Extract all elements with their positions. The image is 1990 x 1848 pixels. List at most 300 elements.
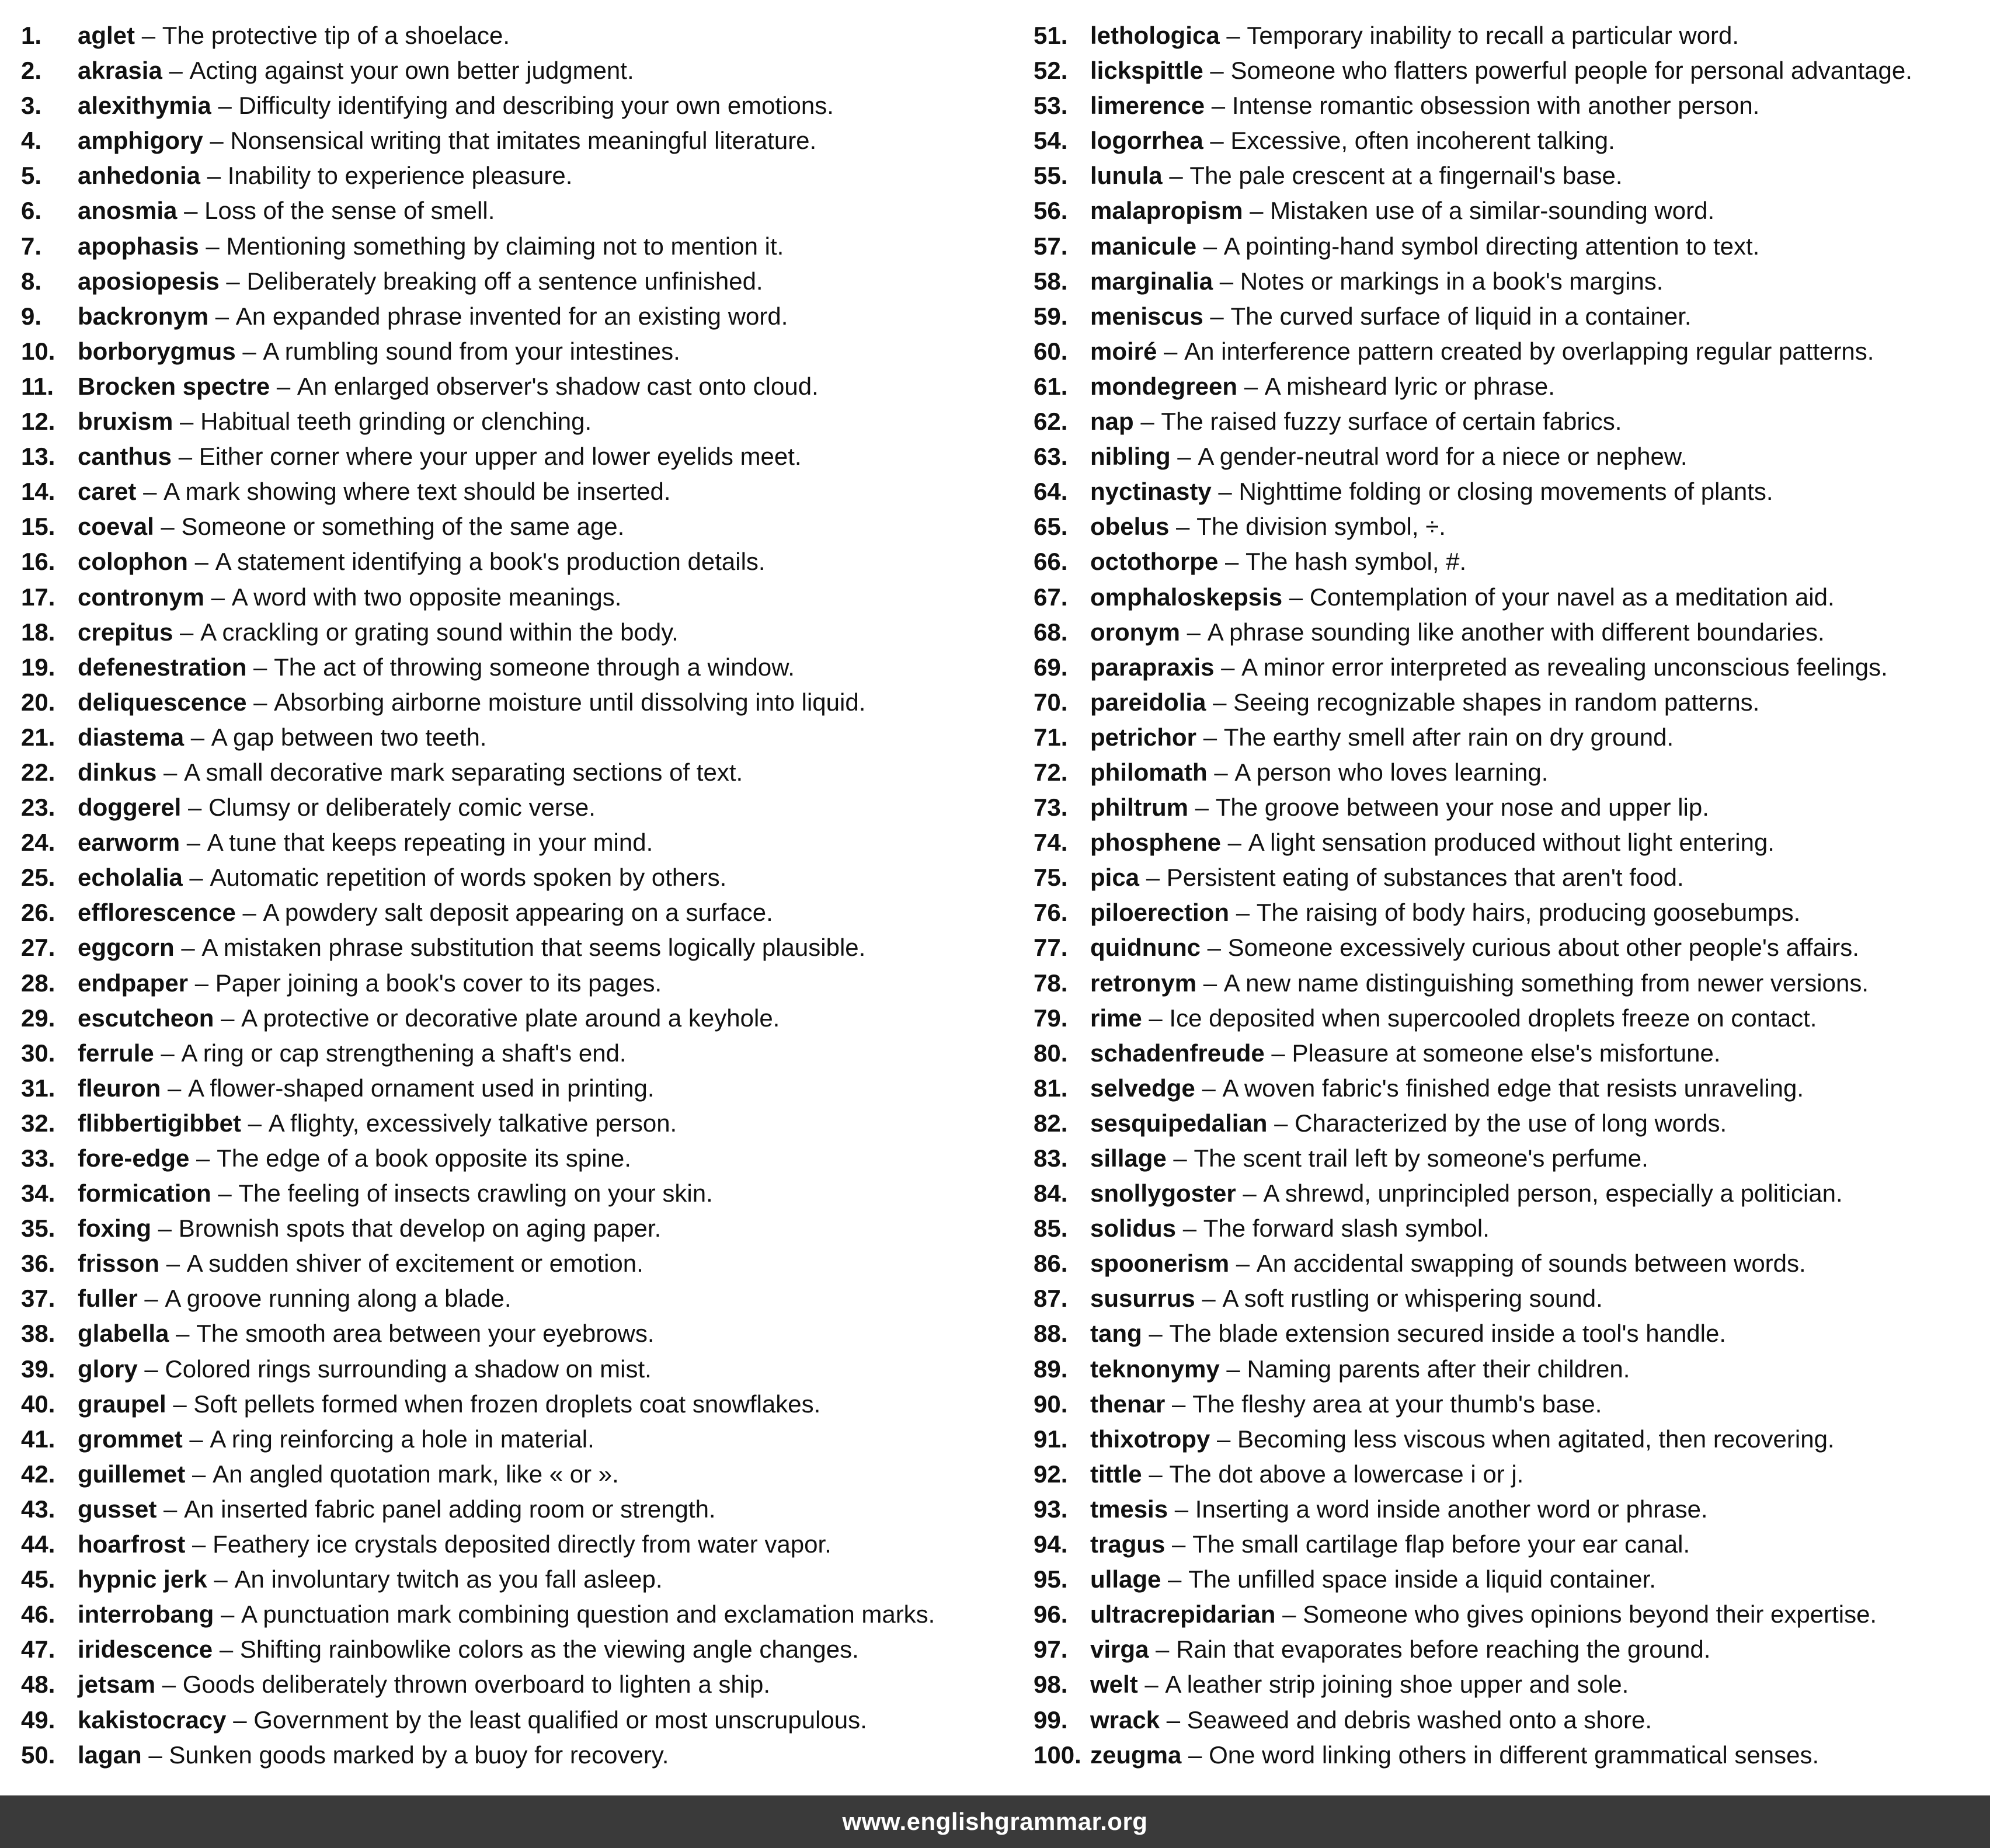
item-separator: – [1137, 1670, 1166, 1699]
item-definition: A minor error interpreted as revealing unconscious feelings. [1241, 653, 1888, 681]
item-number: 19. [21, 653, 55, 681]
item-separator: – [214, 1600, 242, 1628]
item-number: 18. [21, 618, 55, 646]
item-separator: – [1218, 548, 1246, 576]
item-separator: – [1206, 688, 1234, 716]
list-item [21, 334, 1020, 369]
item-term: amphigory [78, 127, 203, 155]
item-term: lickspittle [1090, 57, 1203, 85]
item-term: diastema [78, 723, 185, 751]
item-term: petrichor [1090, 723, 1197, 751]
item-separator: – [159, 1250, 187, 1278]
item-number: 34. [21, 1179, 55, 1207]
item-separator: – [211, 1179, 239, 1207]
item-separator: – [1142, 1460, 1170, 1488]
item-number: 61. [1034, 372, 1068, 400]
item-definition: A gap between two teeth. [211, 723, 487, 751]
item-number: 30. [21, 1039, 55, 1067]
list-item [1034, 895, 1979, 930]
item-number: 65. [1034, 513, 1068, 541]
item-definition: Someone or something of the same age. [181, 513, 625, 541]
item-number: 26. [21, 899, 55, 927]
list-item [21, 158, 1020, 193]
item-number: 55. [1034, 162, 1068, 190]
list-item [21, 930, 1020, 965]
item-number: 46. [21, 1600, 55, 1628]
item-number: 47. [21, 1635, 55, 1663]
item-number: 79. [1034, 1004, 1068, 1032]
list-item [1034, 1211, 1979, 1246]
item-definition: An accidental swapping of sounds between words. [1256, 1250, 1806, 1278]
item-term: oronym [1090, 618, 1181, 646]
item-term: sillage [1090, 1144, 1167, 1172]
item-number: 90. [1034, 1390, 1068, 1418]
list-item [1034, 229, 1979, 264]
item-definition: A mark showing where text should be inserted. [163, 478, 671, 506]
item-number: 28. [21, 969, 55, 997]
item-definition: Paper joining a book's cover to its pages. [215, 969, 662, 997]
item-number: 50. [21, 1741, 55, 1769]
item-number: 2. [21, 57, 42, 85]
item-definition: A ring or cap strengthening a shaft's end. [181, 1039, 627, 1067]
item-number: 69. [1034, 653, 1068, 681]
item-separator: – [1168, 1495, 1195, 1523]
item-term: formication [78, 1179, 211, 1207]
list-item [21, 1001, 1020, 1036]
item-term: earworm [78, 829, 180, 857]
item-term: obelus [1090, 513, 1170, 541]
item-separator: – [162, 57, 190, 85]
list-item [1034, 53, 1979, 88]
list-item [21, 650, 1020, 685]
item-definition: A new name distinguishing something from newer versions. [1223, 969, 1869, 997]
item-number: 95. [1034, 1565, 1068, 1593]
item-term: echolalia [78, 864, 183, 892]
item-separator: – [172, 443, 199, 471]
list-item [21, 1141, 1020, 1176]
item-number: 98. [1034, 1670, 1068, 1699]
item-term: aglet [78, 22, 135, 49]
list-item [21, 229, 1020, 264]
item-separator: – [200, 162, 228, 190]
list-item [1034, 615, 1979, 650]
list-item [1034, 966, 1979, 1001]
item-term: fore-edge [78, 1144, 190, 1172]
item-number: 73. [1034, 794, 1068, 822]
item-term: defenestration [78, 653, 247, 681]
list-item [21, 720, 1020, 755]
item-separator: – [1203, 57, 1231, 85]
item-term: thixotropy [1090, 1425, 1210, 1453]
item-separator: – [169, 1320, 197, 1348]
list-item [21, 966, 1020, 1001]
item-definition: A misheard lyric or phrase. [1264, 372, 1555, 400]
item-number: 92. [1034, 1460, 1068, 1488]
item-separator: – [156, 758, 185, 786]
item-separator: – [214, 1004, 242, 1032]
item-separator: – [1176, 1214, 1203, 1243]
item-term: omphaloskepsis [1090, 583, 1283, 611]
item-number: 99. [1034, 1706, 1068, 1734]
item-number: 42. [21, 1460, 55, 1488]
item-separator: – [137, 1285, 165, 1313]
list-item [1034, 1176, 1979, 1211]
item-number: 13. [21, 443, 55, 471]
item-definition: The pale crescent at a fingernail's base. [1189, 162, 1623, 190]
list-item [21, 264, 1020, 299]
item-definition: The raised fuzzy surface of certain fabrics. [1161, 408, 1622, 436]
item-definition: Intense romantic obsession with another person. [1231, 92, 1760, 120]
list-item [1034, 264, 1979, 299]
item-number: 12. [21, 408, 55, 436]
item-number: 77. [1034, 934, 1068, 962]
item-number: 3. [21, 92, 42, 120]
item-term: Brocken spectre [78, 372, 270, 400]
item-definition: The forward slash symbol. [1203, 1214, 1490, 1243]
item-term: hoarfrost [78, 1530, 186, 1558]
item-number: 17. [21, 583, 55, 611]
item-term: grommet [78, 1425, 183, 1453]
item-number: 70. [1034, 688, 1068, 716]
item-term: lunula [1090, 162, 1163, 190]
item-definition: The division symbol, ÷. [1196, 513, 1446, 541]
item-term: tang [1090, 1320, 1142, 1348]
item-separator: – [1196, 232, 1224, 260]
list-item [1034, 1387, 1979, 1422]
item-separator: – [1181, 1741, 1209, 1769]
list-item [21, 474, 1020, 509]
item-number: 43. [21, 1495, 55, 1523]
item-definition: Inability to experience pleasure. [227, 162, 573, 190]
list-item [1034, 334, 1979, 369]
list-item [21, 1457, 1020, 1492]
item-number: 63. [1034, 443, 1068, 471]
item-term: endpaper [78, 969, 189, 997]
item-term: manicule [1090, 232, 1197, 260]
item-separator: – [213, 1635, 240, 1663]
list-item [21, 1036, 1020, 1071]
item-definition: Temporary inability to recall a particular word. [1247, 22, 1739, 49]
item-separator: – [156, 1495, 185, 1523]
item-term: parapraxis [1090, 653, 1215, 681]
item-definition: The hash symbol, #. [1246, 548, 1467, 576]
item-number: 33. [21, 1144, 55, 1172]
item-number: 35. [21, 1214, 55, 1243]
item-separator: – [1195, 1074, 1223, 1102]
item-term: rime [1090, 1004, 1142, 1032]
item-definition: Loss of the sense of smell. [204, 197, 495, 225]
item-number: 74. [1034, 829, 1068, 857]
item-number: 86. [1034, 1250, 1068, 1278]
item-term: interrobang [78, 1600, 214, 1628]
item-term: tragus [1090, 1530, 1166, 1558]
list-item [21, 369, 1020, 404]
item-term: moiré [1090, 337, 1157, 365]
item-number: 29. [21, 1004, 55, 1032]
item-definition: A gender-neutral word for a niece or nephew. [1198, 443, 1688, 471]
item-term: logorrhea [1090, 127, 1203, 155]
list-item [1034, 1316, 1979, 1351]
list-item [21, 1422, 1020, 1457]
item-term: susurrus [1090, 1285, 1195, 1313]
list-item [1034, 1562, 1979, 1597]
item-number: 14. [21, 478, 55, 506]
list-item [1034, 544, 1979, 579]
item-definition: A shrewd, unprincipled person, especially a politician. [1263, 1179, 1843, 1207]
item-term: thenar [1090, 1390, 1166, 1418]
list-item [21, 1316, 1020, 1351]
item-definition: Persistent eating of substances that aren't food. [1166, 864, 1684, 892]
item-separator: – [1211, 478, 1239, 506]
item-separator: – [181, 794, 209, 822]
list-item [21, 299, 1020, 334]
list-item [21, 895, 1020, 930]
item-number: 67. [1034, 583, 1068, 611]
item-separator: – [235, 337, 263, 365]
item-separator: – [203, 127, 231, 155]
item-separator: – [1169, 513, 1197, 541]
item-term: ferrule [78, 1039, 154, 1067]
item-definition: A groove running along a blade. [165, 1285, 512, 1313]
item-term: anosmia [78, 197, 178, 225]
item-number: 49. [21, 1706, 55, 1734]
footer-bar [0, 1795, 1990, 1848]
item-number: 93. [1034, 1495, 1068, 1523]
item-number: 54. [1034, 127, 1068, 155]
list-item [1034, 930, 1979, 965]
item-term: dinkus [78, 758, 157, 786]
item-separator: – [1243, 197, 1271, 225]
item-number: 96. [1034, 1600, 1068, 1628]
item-separator: – [199, 232, 227, 260]
item-definition: A protective or decorative plate around a keyhole. [241, 1004, 780, 1032]
list-item [1034, 1597, 1979, 1632]
list-item [21, 1106, 1020, 1141]
item-definition: An interference pattern created by overlapping regular patterns. [1184, 337, 1874, 365]
list-item [1034, 1141, 1979, 1176]
item-definition: An enlarged observer's shadow cast onto cloud. [297, 372, 819, 400]
item-term: schadenfreude [1090, 1039, 1265, 1067]
item-term: ullage [1090, 1565, 1161, 1593]
list-item [21, 18, 1020, 53]
item-number: 6. [21, 197, 42, 225]
list-item [21, 193, 1020, 228]
list-item [1034, 685, 1979, 720]
item-definition: A woven fabric's finished edge that resists unraveling. [1222, 1074, 1804, 1102]
item-definition: Goods deliberately thrown overboard to lighten a ship. [182, 1670, 771, 1699]
item-definition: The dot above a lowercase i or j. [1169, 1460, 1524, 1488]
item-definition: Rain that evaporates before reaching the ground. [1176, 1635, 1711, 1663]
item-term: escutcheon [78, 1004, 214, 1032]
list-item [21, 755, 1020, 790]
item-number: 25. [21, 864, 55, 892]
item-definition: A powdery salt deposit appearing on a surface. [263, 899, 773, 927]
list-item [1034, 369, 1979, 404]
item-separator: – [204, 583, 232, 611]
item-definition: The scent trail left by someone's perfume. [1194, 1144, 1648, 1172]
website-url[interactable]: www.englishgrammar.org [842, 1808, 1148, 1835]
list-item [21, 1211, 1020, 1246]
item-term: pareidolia [1090, 688, 1206, 716]
item-separator: – [166, 1390, 194, 1418]
list-item [21, 1632, 1020, 1667]
item-term: nibling [1090, 443, 1171, 471]
item-separator: – [188, 969, 215, 997]
item-term: selvedge [1090, 1074, 1195, 1102]
item-number: 75. [1034, 864, 1068, 892]
item-term: fuller [78, 1285, 138, 1313]
item-number: 40. [21, 1390, 55, 1418]
item-separator: – [1282, 583, 1310, 611]
item-number: 4. [21, 127, 42, 155]
item-separator: – [1170, 443, 1198, 471]
item-term: snollygoster [1090, 1179, 1236, 1207]
item-separator: – [1213, 267, 1240, 295]
item-term: fleuron [78, 1074, 161, 1102]
item-number: 16. [21, 548, 55, 576]
item-separator: – [1205, 92, 1232, 120]
item-separator: – [1203, 127, 1231, 155]
item-term: lethologica [1090, 22, 1220, 49]
item-number: 60. [1034, 337, 1068, 365]
list-item [21, 1246, 1020, 1281]
list-item [21, 1667, 1020, 1702]
item-term: zeugma [1090, 1741, 1182, 1769]
item-definition: The smooth area between your eyebrows. [196, 1320, 655, 1348]
item-definition: The raising of body hairs, producing goosebumps. [1256, 899, 1801, 927]
item-definition: Colored rings surrounding a shadow on mist. [165, 1355, 652, 1383]
list-item [1034, 755, 1979, 790]
item-definition: A ring reinforcing a hole in material. [210, 1425, 594, 1453]
item-separator: – [1196, 723, 1224, 751]
item-term: phosphene [1090, 829, 1222, 857]
item-separator: – [1219, 22, 1247, 49]
item-term: glabella [78, 1320, 169, 1348]
item-separator: – [1161, 1565, 1189, 1593]
list-item [1034, 1527, 1979, 1562]
item-separator: – [1195, 1285, 1223, 1313]
item-definition: A word with two opposite meanings. [231, 583, 622, 611]
item-number: 44. [21, 1530, 55, 1558]
item-separator: – [246, 688, 274, 716]
item-separator: – [185, 1460, 213, 1488]
item-term: anhedonia [78, 162, 201, 190]
list-item [21, 1738, 1020, 1773]
item-number: 62. [1034, 408, 1068, 436]
list-item [1034, 18, 1979, 53]
item-definition: Ice deposited when supercooled droplets freeze on contact. [1169, 1004, 1817, 1032]
list-item [21, 1527, 1020, 1562]
list-item [21, 88, 1020, 123]
item-number: 57. [1034, 232, 1068, 260]
item-separator: – [226, 1706, 254, 1734]
list-item [21, 825, 1020, 860]
list-item [1034, 509, 1979, 544]
item-term: piloerection [1090, 899, 1230, 927]
item-separator: – [141, 1741, 169, 1769]
item-definition: Nonsensical writing that imitates meaningful literature. [230, 127, 817, 155]
item-term: contronym [78, 583, 205, 611]
item-definition: A pointing-hand symbol directing attention to text. [1223, 232, 1760, 260]
item-term: colophon [78, 548, 188, 576]
item-term: flibbertigibbet [78, 1109, 241, 1137]
item-definition: The protective tip of a shoelace. [162, 22, 510, 49]
item-number: 5. [21, 162, 42, 190]
item-number: 91. [1034, 1425, 1068, 1453]
item-number: 9. [21, 302, 42, 330]
item-term: mondegreen [1090, 372, 1238, 400]
item-definition: An expanded phrase invented for an existing word. [235, 302, 788, 330]
list-item [21, 790, 1020, 825]
item-separator: – [1188, 794, 1216, 822]
item-definition: Sunken goods marked by a buoy for recovery. [169, 1741, 669, 1769]
list-item [21, 1562, 1020, 1597]
item-definition: Government by the least qualified or most unscrupulous. [253, 1706, 867, 1734]
item-term: caret [78, 478, 137, 506]
item-definition: The feeling of insects crawling on your skin. [238, 1179, 713, 1207]
item-separator: – [1200, 934, 1228, 962]
item-definition: A person who loves learning. [1234, 758, 1549, 786]
item-separator: – [1162, 162, 1190, 190]
list-item [21, 1387, 1020, 1422]
item-term: pica [1090, 864, 1140, 892]
item-separator: – [1157, 337, 1185, 365]
item-number: 51. [1034, 22, 1068, 49]
item-separator: – [1196, 969, 1224, 997]
list-item [21, 1352, 1020, 1387]
item-definition: A mistaken phrase substitution that seems logically plausible. [201, 934, 866, 962]
list-item [21, 53, 1020, 88]
item-definition: A soft rustling or whispering sound. [1222, 1285, 1603, 1313]
item-separator: – [189, 1144, 217, 1172]
item-definition: Soft pellets formed when frozen droplets coat snowflakes. [193, 1390, 821, 1418]
item-separator: – [1219, 1355, 1247, 1383]
item-definition: An angled quotation mark, like « or ». [213, 1460, 619, 1488]
item-term: canthus [78, 443, 172, 471]
item-separator: – [137, 1355, 165, 1383]
item-term: nyctinasty [1090, 478, 1212, 506]
item-term: frisson [78, 1250, 160, 1278]
item-term: akrasia [78, 57, 162, 85]
item-term: guillemet [78, 1460, 186, 1488]
item-definition: Mentioning something by claiming not to mention it. [226, 232, 784, 260]
item-number: 83. [1034, 1144, 1068, 1172]
item-definition: The earthy smell after rain on dry ground. [1223, 723, 1674, 751]
list-item [1034, 1667, 1979, 1702]
list-item [1034, 1281, 1979, 1316]
item-term: solidus [1090, 1214, 1177, 1243]
item-number: 15. [21, 513, 55, 541]
item-separator: – [151, 1214, 179, 1243]
item-definition: The groove between your nose and upper lip. [1215, 794, 1709, 822]
item-definition: Excessive, often incoherent talking. [1230, 127, 1615, 155]
item-separator: – [173, 618, 201, 646]
item-separator: – [1229, 899, 1257, 927]
item-number: 11. [21, 372, 54, 400]
item-definition: Pleasure at someone else's misfortune. [1292, 1039, 1721, 1067]
list-item [21, 509, 1020, 544]
item-term: eggcorn [78, 934, 175, 962]
item-separator: – [270, 372, 297, 400]
item-term: graupel [78, 1390, 166, 1418]
item-term: coeval [78, 513, 154, 541]
item-number: 27. [21, 934, 55, 962]
item-separator: – [187, 548, 215, 576]
list-item [1034, 1457, 1979, 1492]
item-number: 59. [1034, 302, 1068, 330]
list-item [1034, 1036, 1979, 1071]
item-term: efflorescence [78, 899, 236, 927]
